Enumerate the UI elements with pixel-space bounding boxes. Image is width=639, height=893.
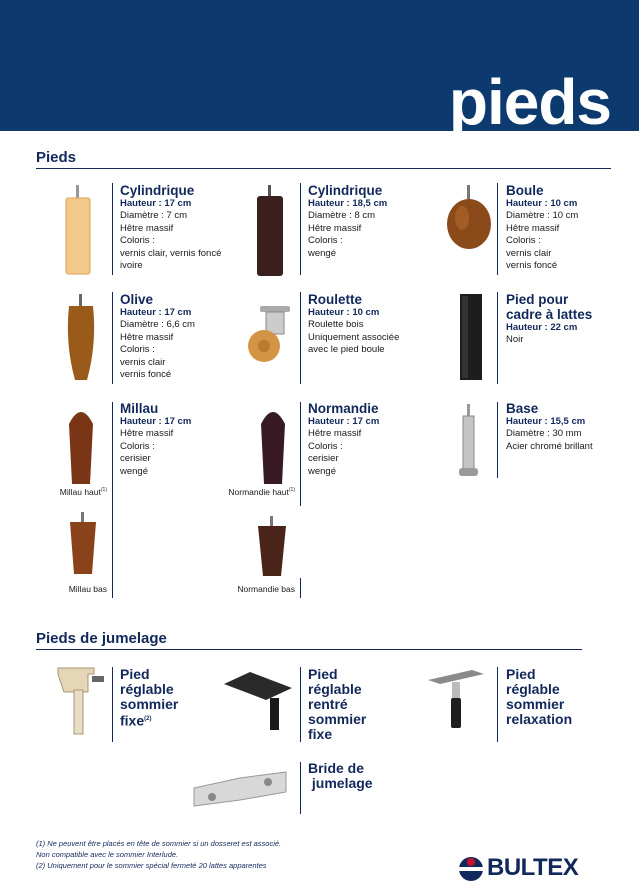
product-name: Base: [506, 401, 539, 416]
separator: [300, 667, 301, 742]
jumelage-pied-reglable-fixe: [120, 667, 240, 729]
separator: [497, 667, 498, 742]
caption-normandie-high: Normandie haut$^{(1)}$: [228, 487, 295, 497]
product-name: Normandie: [308, 401, 379, 416]
product-spec: Diamètre : 6,6 cm: [120, 319, 195, 331]
product-boule: [506, 183, 631, 272]
product-olive: [120, 292, 290, 381]
product-spec: Uniquement associée: [308, 331, 400, 343]
product-height: Hauteur : 17 cm: [120, 416, 192, 427]
jumelage-name-line: Pied: [308, 666, 338, 682]
caption-millau-high: Millau haut$^{(1)}$: [59, 487, 107, 497]
bultex-logo: [458, 852, 613, 884]
product-spec: cerisier: [308, 453, 339, 465]
product-name: Millau: [120, 401, 159, 416]
jumelage-name-line: réglable: [506, 681, 560, 697]
product-spec: vernis clair: [506, 247, 552, 259]
separator: [300, 292, 301, 384]
jumelage-name-line: jumelage: [308, 775, 373, 791]
product-spec: vernis clair, vernis foncé: [120, 247, 222, 259]
separator: [112, 402, 113, 598]
page-title: pieds: [448, 66, 611, 138]
section-rule: [36, 649, 582, 650]
product-name: Roulette: [308, 292, 362, 307]
separator: [497, 402, 498, 478]
product-height: Hauteur : 18,5 cm: [308, 198, 388, 209]
product-spec: wengé: [308, 465, 336, 477]
product-spec: avec le pied boule: [308, 344, 385, 356]
product-spec: Coloris :: [308, 440, 343, 452]
product-spec: Coloris :: [120, 344, 155, 356]
separator: [112, 183, 113, 275]
relaxation-foot-image: [426, 668, 488, 730]
jumelage-pied-reglable-relaxation: [506, 667, 616, 727]
millau-high-foot-image: [66, 404, 96, 486]
product-cylindrique-light: [120, 183, 290, 272]
product-base: [506, 401, 631, 453]
product-cylindrique-wenge: [308, 183, 478, 260]
jumelage-pied-reglable-rentre: [308, 667, 428, 742]
header-banner: [0, 0, 639, 138]
jumelage-name-line: Pied: [120, 666, 150, 682]
product-normandie: [308, 401, 478, 478]
jumelage-name-line: fixe: [308, 726, 333, 742]
separator: [112, 292, 113, 384]
jumelage-name-line: fixe$^{(2)}$: [120, 712, 152, 729]
product-spec: vernis foncé: [120, 369, 172, 381]
product-spec: wengé: [120, 465, 148, 477]
jumelage-name-line: réglable: [308, 681, 362, 697]
product-spec: Diamètre : 30 mm: [506, 428, 582, 440]
product-pied-cadre-lattes: [506, 292, 606, 347]
jumelage-bride: [308, 761, 428, 791]
footnote-1: (1) Ne peuvent être placés en tête de sommier si un dosseret est associé.: [36, 839, 282, 848]
product-spec: Hêtre massif: [120, 428, 174, 440]
footnote-1b: Non compatible avec le sommier Interlude.: [36, 850, 179, 859]
separator: [497, 183, 498, 275]
product-spec: vernis foncé: [506, 260, 558, 272]
olive-foot-image: [64, 294, 98, 382]
product-millau: [120, 401, 290, 478]
separator: [300, 183, 301, 275]
section-rule: [36, 168, 611, 169]
footnote-ref: (2): [144, 716, 152, 722]
jumelage-name-line: Pied: [506, 666, 536, 682]
footnote-2: (2) Uniquement pour le sommier spécial fermeté 20 lattes apparentes: [36, 861, 267, 870]
jumelage-name-line: sommier: [506, 696, 565, 712]
adjustable-foot-fixed-image: [54, 664, 108, 738]
product-spec: Hêtre massif: [120, 331, 174, 343]
product-name: Cylindrique: [120, 183, 195, 198]
product-spec: Coloris :: [506, 235, 541, 247]
separator: [112, 667, 113, 742]
product-spec: Hêtre massif: [120, 222, 174, 234]
separator: [497, 292, 498, 384]
product-name: Pied pour cadre à lattes: [506, 292, 593, 322]
millau-low-foot-image: [68, 512, 98, 576]
separator: [300, 762, 301, 814]
product-spec: Diamètre : 8 cm: [308, 210, 376, 222]
product-spec: Roulette bois: [308, 319, 364, 331]
product-spec: Coloris :: [308, 235, 343, 247]
separator: [300, 402, 301, 506]
product-spec: cerisier: [120, 453, 151, 465]
product-roulette: [308, 292, 478, 357]
jumelage-name-line: rentré: [308, 696, 348, 712]
product-height: Hauteur : 17 cm: [120, 198, 192, 209]
jumelage-name-line: sommier: [120, 696, 179, 712]
brand-name: BULTEX: [487, 854, 579, 881]
product-spec: wengé: [308, 247, 336, 259]
product-spec: Coloris :: [120, 235, 155, 247]
product-spec: Hêtre massif: [308, 222, 362, 234]
product-spec: Hêtre massif: [308, 428, 362, 440]
product-spec: Acier chromé brillant: [506, 440, 593, 452]
product-spec: Hêtre massif: [506, 222, 560, 234]
product-name: Boule: [506, 183, 544, 198]
caption-normandie-low: Normandie bas: [237, 584, 295, 594]
product-height: Hauteur : 15,5 cm: [506, 416, 586, 427]
product-spec: Diamètre : 10 cm: [506, 210, 579, 222]
product-height: Hauteur : 10 cm: [308, 307, 380, 318]
caption-millau-low: Millau bas: [68, 584, 107, 594]
cylindrical-light-foot-image: [60, 185, 96, 275]
normandie-low-foot-image: [256, 516, 288, 578]
product-height: Hauteur : 17 cm: [308, 416, 380, 427]
jumelage-name-line: sommier: [308, 711, 367, 727]
product-height: Hauteur : 17 cm: [120, 307, 192, 318]
product-name: Olive: [120, 292, 154, 307]
product-spec: Diamètre : 7 cm: [120, 210, 188, 222]
product-height: Hauteur : 10 cm: [506, 198, 578, 209]
product-name: Cylindrique: [308, 183, 383, 198]
jumelage-name-line: réglable: [120, 681, 174, 697]
product-height: Hauteur : 22 cm: [506, 322, 578, 333]
bracket-image: [190, 770, 290, 810]
brand-mark-icon: [458, 854, 484, 882]
jumelage-name-line: Bride de: [308, 760, 365, 776]
jumelage-name-line: relaxation: [506, 711, 573, 727]
product-spec: vernis clair: [120, 356, 166, 368]
separator: [300, 578, 301, 598]
product-spec: Coloris :: [120, 440, 155, 452]
section-title-pieds: Pieds: [36, 149, 77, 166]
product-spec: ivoire: [120, 260, 143, 272]
product-spec: Noir: [506, 334, 524, 346]
section-title-jumelage: Pieds de jumelage: [36, 630, 167, 647]
